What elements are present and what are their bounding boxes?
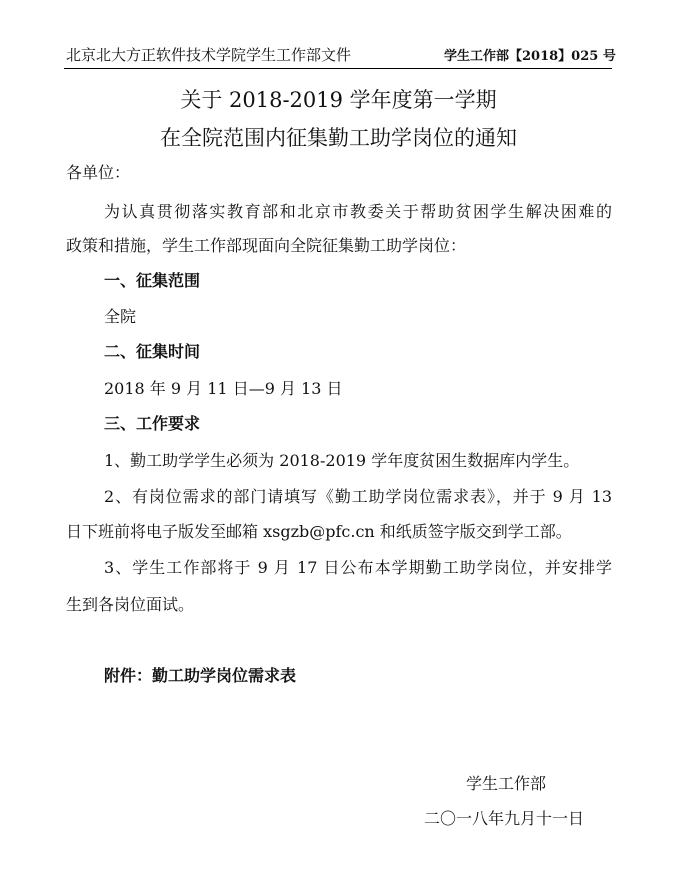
signature-date: 二〇一八年九月十一日: [424, 809, 585, 828]
section-body-time: 2018 年 9 月 11 日—9 月 13 日: [104, 379, 343, 398]
salutation: 各单位：: [66, 163, 131, 182]
intro-line-1: 为认真贯彻落实教育部和北京市教委关于帮助贫困学生解决困难的: [104, 202, 612, 221]
title-line-2: 在全院范围内征集勤工助学岗位的通知: [160, 126, 517, 150]
title-line-1: 关于 2018-2019 学年度第一学期: [180, 88, 497, 112]
issuer-header: 北京北大方正软件技术学院学生工作部文件: [66, 46, 352, 64]
attachment-note: 附件：勤工助学岗位需求表: [104, 666, 297, 685]
intro-line-2: 政策和措施，学生工作部现面向全院征集勤工助学岗位：: [66, 236, 467, 255]
requirement-item-1: 1、勤工助学学生必须为 2018-2019 学年度贫困生数据库内学生。: [104, 451, 580, 470]
section-heading-scope: 一、征集范围: [104, 271, 201, 290]
header-divider: [64, 68, 612, 69]
requirement-item-3-line-2: 生到各岗位面试。: [66, 595, 195, 614]
section-heading-time: 二、征集时间: [104, 342, 201, 361]
requirement-item-2-line-2: 日下班前将电子版发至邮箱 xsgzb@pfc.cn 和纸质签字版交到学工部。: [66, 522, 572, 541]
signature-department: 学生工作部: [466, 774, 547, 793]
document-number: 学生工作部【2018】025 号: [444, 49, 616, 64]
section-body-scope: 全院: [104, 307, 137, 326]
requirement-item-2-line-1: 2、有岗位需求的部门请填写《勤工助学岗位需求表》，并于 9 月 13: [104, 487, 612, 506]
requirement-item-3-line-1: 3、学生工作部将于 9 月 17 日公布本学期勤工助学岗位，并安排学: [104, 558, 612, 577]
section-heading-requirements: 三、工作要求: [104, 414, 201, 433]
